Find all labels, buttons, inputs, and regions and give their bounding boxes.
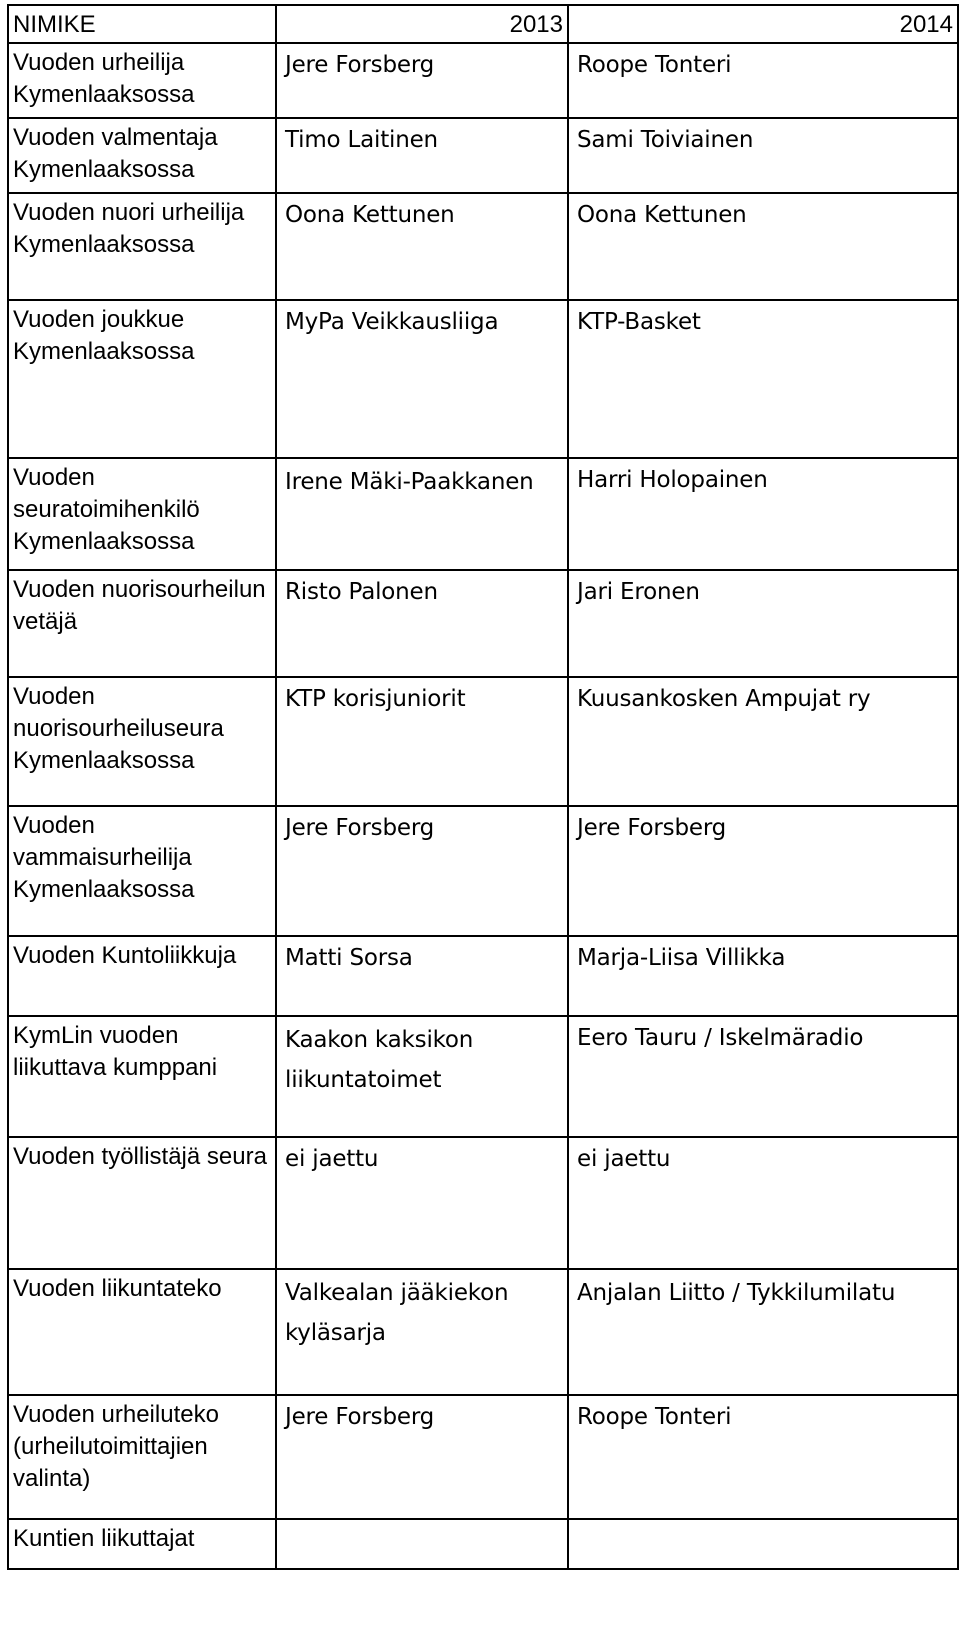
row-label: Vuoden joukkue Kymenlaaksossa bbox=[8, 300, 276, 458]
table-row bbox=[8, 677, 958, 806]
row-value-2014: KTP-Basket bbox=[568, 300, 958, 458]
row-value-2013: Irene Mäki-Paakkanen bbox=[276, 458, 568, 570]
row-label: Kuntien liikuttajat bbox=[8, 1519, 276, 1569]
row-label: Vuoden nuori urheilija Kymenlaaksossa bbox=[8, 193, 276, 300]
row-label: Vuoden Kuntoliikkuja bbox=[8, 936, 276, 1016]
row-value-2014 bbox=[568, 1519, 958, 1569]
table-row bbox=[8, 936, 958, 1016]
header-year-2014: 2014 bbox=[568, 5, 958, 43]
row-label: Vuoden urheilija Kymenlaaksossa bbox=[8, 43, 276, 118]
row-value-2013: Jere Forsberg bbox=[276, 1395, 568, 1519]
row-value-2013: KTP korisjuniorit bbox=[276, 677, 568, 806]
row-value-2013: Risto Palonen bbox=[276, 570, 568, 677]
row-label: Vuoden seuratoimihenkilö Kymenlaaksossa bbox=[8, 458, 276, 570]
row-label: Vuoden liikuntateko bbox=[8, 1269, 276, 1395]
row-label: Vuoden urheiluteko (urheilutoimittajien valinta) bbox=[8, 1395, 276, 1519]
row-value-2013: Timo Laitinen bbox=[276, 118, 568, 193]
row-value-2014: Harri Holopainen bbox=[568, 458, 958, 570]
table-row bbox=[8, 458, 958, 570]
table-row bbox=[8, 1137, 958, 1269]
table-row bbox=[8, 1395, 958, 1519]
row-label: Vuoden valmentaja Kymenlaaksossa bbox=[8, 118, 276, 193]
row-value-2014: Roope Tonteri bbox=[568, 1395, 958, 1519]
row-label: KymLin vuoden liikuttava kumppani bbox=[8, 1016, 276, 1137]
row-value-2013: MyPa Veikkausliiga bbox=[276, 300, 568, 458]
table-row bbox=[8, 570, 958, 677]
row-value-2014: Oona Kettunen bbox=[568, 193, 958, 300]
row-value-2014: Jere Forsberg bbox=[568, 806, 958, 936]
header-year-2013: 2013 bbox=[276, 5, 568, 43]
header-title: NIMIKE bbox=[8, 5, 276, 43]
row-value-2014: Sami Toiviainen bbox=[568, 118, 958, 193]
row-value-2013: Jere Forsberg bbox=[276, 806, 568, 936]
table-row bbox=[8, 1269, 958, 1395]
row-value-2014: ei jaettu bbox=[568, 1137, 958, 1269]
row-value-2013: Oona Kettunen bbox=[276, 193, 568, 300]
row-value-2014: Kuusankosken Ampujat ry bbox=[568, 677, 958, 806]
row-value-2013 bbox=[276, 1519, 568, 1569]
table-header-row bbox=[8, 5, 958, 43]
table-row bbox=[8, 300, 958, 458]
row-value-2014: Roope Tonteri bbox=[568, 43, 958, 118]
row-value-2014: Anjalan Liitto / Tykkilumilatu bbox=[568, 1269, 958, 1395]
row-value-2014: Jari Eronen bbox=[568, 570, 958, 677]
row-label: Vuoden nuorisourheiluseura Kymenlaaksossa bbox=[8, 677, 276, 806]
row-value-2013: ei jaettu bbox=[276, 1137, 568, 1269]
row-label: Vuoden vammaisurheilija Kymenlaaksossa bbox=[8, 806, 276, 936]
row-value-2013: Matti Sorsa bbox=[276, 936, 568, 1016]
row-value-2014: Marja-Liisa Villikka bbox=[568, 936, 958, 1016]
row-value-2014: Eero Tauru / Iskelmäradio bbox=[568, 1016, 958, 1137]
table-row bbox=[8, 118, 958, 193]
table-row bbox=[8, 193, 958, 300]
table-row bbox=[8, 1519, 958, 1569]
row-value-2013: Jere Forsberg bbox=[276, 43, 568, 118]
table-row bbox=[8, 43, 958, 118]
awards-table bbox=[7, 4, 959, 1570]
row-label: Vuoden nuorisourheilun vetäjä bbox=[8, 570, 276, 677]
table-row bbox=[8, 1016, 958, 1137]
table-row bbox=[8, 806, 958, 936]
row-value-2013: Kaakon kaksikon liikuntatoimet bbox=[276, 1016, 568, 1137]
row-label: Vuoden työllistäjä seura bbox=[8, 1137, 276, 1269]
row-value-2013: Valkealan jääkiekon kyläsarja bbox=[276, 1269, 568, 1395]
